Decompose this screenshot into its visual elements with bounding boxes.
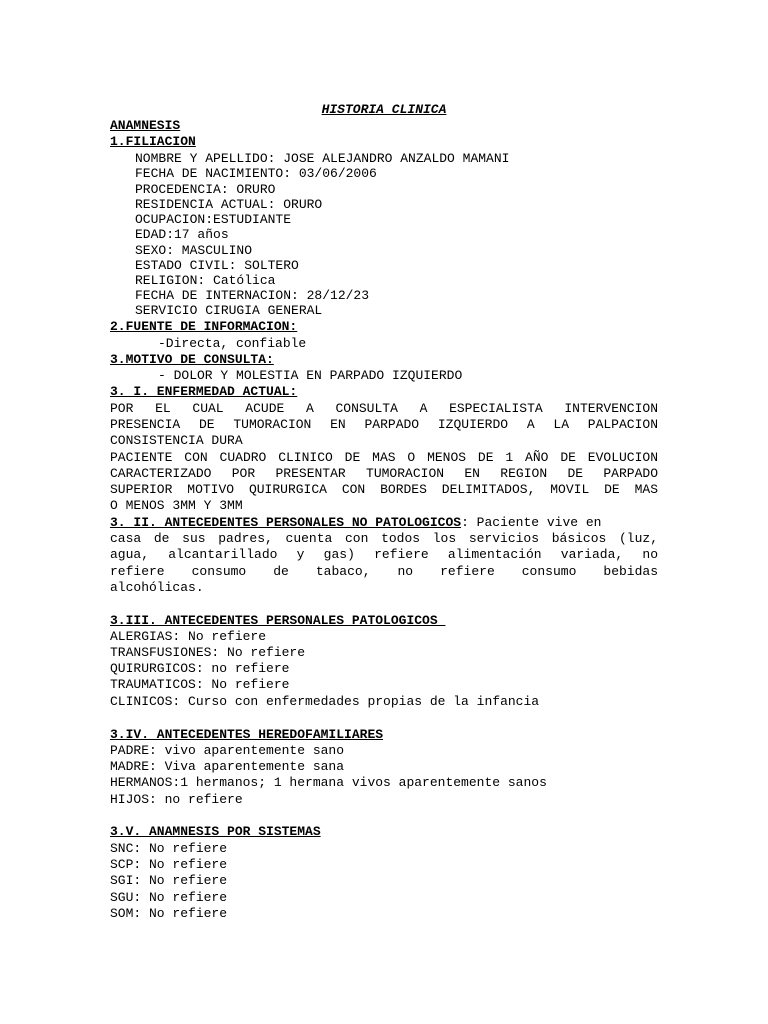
filiacion-sexo: SEXO: MASCULINO <box>135 243 253 258</box>
sistemas-sgu: SGU: No refiere <box>110 890 228 905</box>
patologicos-transfusiones: TRANSFUSIONES: No refiere <box>110 645 306 660</box>
enfermedad-line: CONSISTENCIA DURA <box>110 433 243 448</box>
enfermedad-line: O MENOS 3MM Y 3MM <box>110 498 243 513</box>
motivo-heading: 3.MOTIVO DE CONSULTA: <box>110 352 274 367</box>
patologicos-quirurgicos: QUIRURGICOS: no refiere <box>110 661 290 676</box>
enfermedad-heading: 3. I. ENFERMEDAD ACTUAL: <box>110 384 298 399</box>
filiacion-residencia: RESIDENCIA ACTUAL: ORURO <box>135 197 323 212</box>
enfermedad-line: PACIENTE CON CUADRO CLINICO DE MAS O MENOS DE 1 AÑO DE EVOLUCION <box>110 450 658 465</box>
anamnesis-heading: ANAMNESIS <box>110 118 181 133</box>
enfermedad-line: SUPERIOR MOTIVO QUIRURGICA CON BORDES DELIMITADOS, MOVIL DE MAS <box>110 482 658 497</box>
fuente-heading: 2.FUENTE DE INFORMACION: <box>110 319 298 334</box>
heredofamiliares-padre: PADRE: vivo aparentemente sano <box>110 743 345 758</box>
filiacion-servicio: SERVICIO CIRUGIA GENERAL <box>135 303 323 318</box>
patologicos-alergias: ALERGIAS: No refiere <box>110 629 267 644</box>
sistemas-som: SOM: No refiere <box>110 906 228 921</box>
motivo-text: - DOLOR Y MOLESTIA EN PARPADO IZQUIERDO <box>158 368 463 383</box>
heredofamiliares-heading: 3.IV. ANTECEDENTES HEREDOFAMILIARES <box>110 727 384 742</box>
sistemas-sgi: SGI: No refiere <box>110 873 228 888</box>
no-patologicos-line: casa de sus padres, cuenta con todos los servicios básicos (luz, <box>110 531 658 546</box>
filiacion-nombre: NOMBRE Y APELLIDO: JOSE ALEJANDRO ANZALDO MAMANI <box>135 151 510 166</box>
no-patologicos-first-text: : Paciente vive en <box>461 515 602 530</box>
patologicos-traumaticos: TRAUMATICOS: No refiere <box>110 677 290 692</box>
no-patologicos-heading: 3. II. ANTECEDENTES PERSONALES NO PATOLOGICOS <box>110 515 462 530</box>
filiacion-internacion: FECHA DE INTERNACION: 28/12/23 <box>135 288 370 303</box>
no-patologicos-line: agua, alcantarillado y gas) refiere alimentación variada, no <box>110 547 658 562</box>
enfermedad-line: CARACTERIZADO POR PRESENTAR TUMORACION EN REGION DE PARPADO <box>110 466 658 481</box>
enfermedad-line: PRESENCIA DE TUMORACION EN PARPADO IZQUIERDO A LA PALPACION <box>110 417 658 432</box>
no-patologicos-first-line <box>110 515 602 531</box>
document-title: HISTORIA CLINICA <box>321 102 447 117</box>
sistemas-snc: SNC: No refiere <box>110 841 228 856</box>
patologicos-heading: 3.III. ANTECEDENTES PERSONALES PATOLOGICOS <box>110 613 446 628</box>
no-patologicos-line: alcohólicas. <box>110 580 204 595</box>
fuente-text: -Directa, confiable <box>158 336 307 351</box>
filiacion-religion: RELIGION: Católica <box>135 273 276 288</box>
sistemas-heading: 3.V. ANAMNESIS POR SISTEMAS <box>110 824 321 839</box>
filiacion-edad: EDAD:17 años <box>135 227 229 242</box>
filiacion-estado-civil: ESTADO CIVIL: SOLTERO <box>135 258 299 273</box>
heredofamiliares-hermanos: HERMANOS:1 hermanos; 1 hermana vivos aparentemente sanos <box>110 775 547 790</box>
filiacion-nacimiento: FECHA DE NACIMIENTO: 03/06/2006 <box>135 166 377 181</box>
heredofamiliares-hijos: HIJOS: no refiere <box>110 792 243 807</box>
filiacion-heading: 1.FILIACION <box>110 134 196 149</box>
enfermedad-line: POR EL CUAL ACUDE A CONSULTA A ESPECIALISTA INTERVENCION <box>110 401 658 416</box>
sistemas-scp: SCP: No refiere <box>110 857 228 872</box>
filiacion-procedencia: PROCEDENCIA: ORURO <box>135 182 276 197</box>
patologicos-clinicos: CLINICOS: Curso con enfermedades propias de la infancia <box>110 694 540 709</box>
filiacion-ocupacion: OCUPACION:ESTUDIANTE <box>135 212 292 227</box>
no-patologicos-line: refiere consumo de tabaco, no refiere consumo bebidas <box>110 564 658 579</box>
heredofamiliares-madre: MADRE: Viva aparentemente sana <box>110 759 345 774</box>
